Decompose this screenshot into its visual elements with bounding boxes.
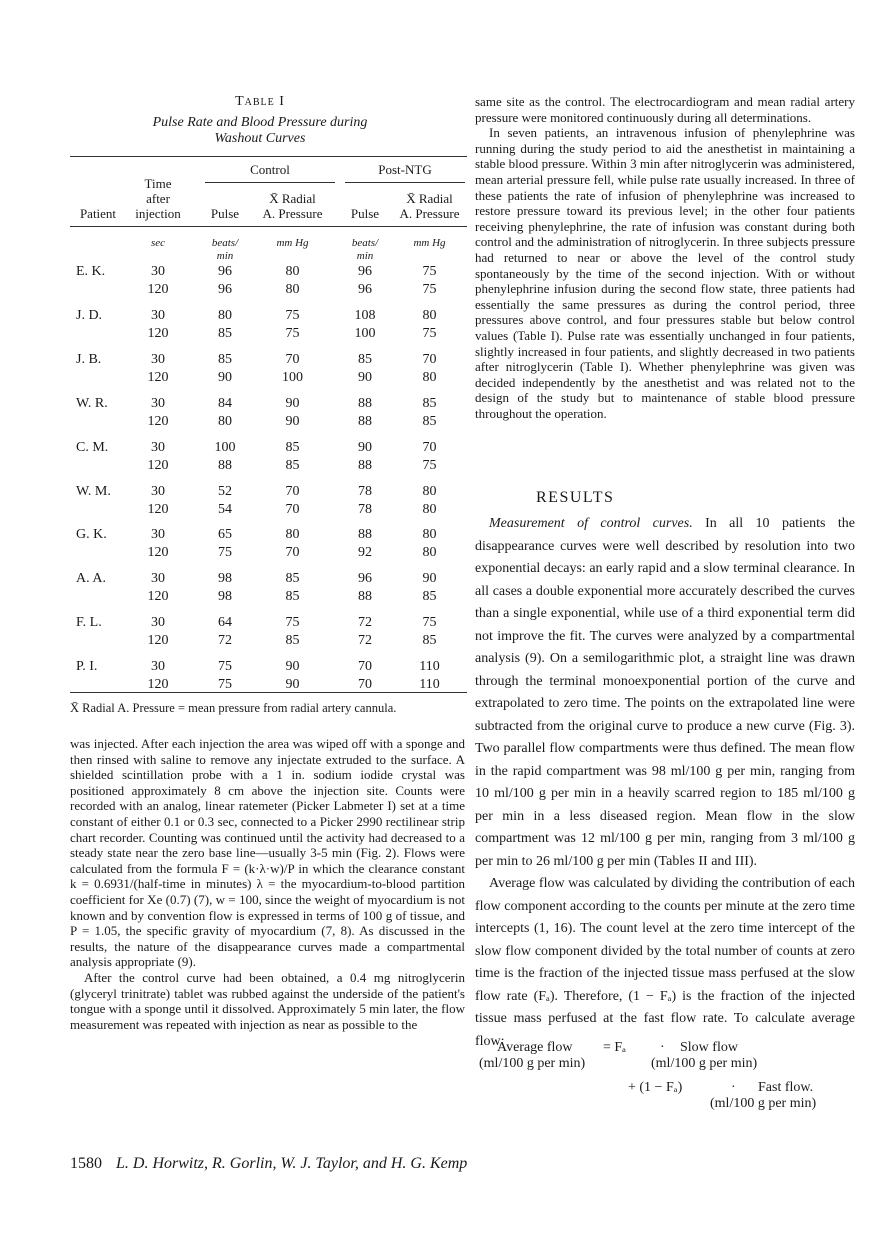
table-cell: 90 — [285, 395, 300, 411]
table-cell: 80 — [422, 527, 437, 543]
table-cell: 54 — [218, 501, 232, 517]
right-column-top — [475, 94, 855, 421]
table-cell: 90 — [285, 677, 300, 693]
table-cell: 96 — [218, 282, 232, 297]
table-cell: 80 — [422, 501, 437, 517]
right-paragraph-1: same site as the control. The electrocardiogram and mean radial artery pressure were monitored continuously during all determinations. — [475, 94, 855, 125]
footer-authors: L. D. Horwitz, R. Gorlin, W. J. Taylor, and H. G. Kemp — [116, 1155, 468, 1172]
right-paragraph-2: In seven patients, an intravenous infusion of phenylephrine was running during the study period to aid the anesthetist in maintaining a stable blood pressure. Within 3 min after nitroglycerin was administered, mean arterial pressure fell, while pulse rate usually increased. In three of these patients the rate of infusion of phenylephrine was increased to restore pressure toward its previous level; in the other four patients receiving phenylephrine, the rate of infusion was constant during both control and the administration of nitroglycerin. In three subjects pressure had returned to near or above the level of the control study spontaneously by the time of the second injection. With or without phenylephrine infusion during the second flow state, three patients had essentially the same pressures as during the control period, three pressures above control, and four pressures stable but below control values (Table I). Pulse rate was essentially unchanged in four patients, slightly increased in four patients, and slightly decreased in two patients after nitroglycerin (Table I). Whether phenylephrine was given was decided independently by the anesthetist and was related not to the design of the study but to maintenance of stable blood pressure throughout the operation. — [475, 125, 855, 421]
table-cell: 75 — [218, 659, 232, 675]
table-cell: 85 — [358, 351, 372, 367]
header-post-radial-1: X̄ Radial — [406, 191, 453, 206]
patient-name: W. M. — [76, 483, 111, 499]
table-cell: 30 — [151, 351, 165, 367]
unit-post-pressure: mm Hg — [413, 237, 446, 249]
header-time-line3: injection — [135, 206, 181, 221]
table-cell: 30 — [151, 483, 165, 499]
table-top-rule — [70, 156, 467, 157]
table-cell: 85 — [218, 351, 232, 367]
table-cell: 30 — [151, 527, 165, 543]
table-cell: 75 — [218, 545, 232, 561]
table-cell: 80 — [285, 282, 300, 297]
table-cell: 75 — [285, 325, 300, 341]
table-cell: 85 — [285, 457, 300, 473]
table-cell: 80 — [422, 369, 437, 385]
table-cell: 75 — [422, 325, 437, 341]
table-cell: 108 — [354, 307, 376, 323]
formula-fast-flow: Fast flow. — [758, 1080, 814, 1095]
table-cell: 70 — [422, 439, 437, 455]
section-heading-results: RESULTS — [536, 489, 615, 506]
control-group-rule — [205, 182, 335, 183]
header-control-radial-1: X̄ Radial — [269, 191, 316, 206]
table-cell: 88 — [358, 395, 372, 411]
results-lead: Measurement of control curves. — [489, 516, 693, 531]
table-cell: 120 — [147, 325, 169, 341]
left-column — [70, 736, 465, 1032]
formula-average-flow-unit: (ml/100 g per min) — [479, 1056, 586, 1071]
table-cell: 92 — [358, 545, 372, 561]
table-cell: 80 — [422, 307, 437, 323]
table-cell: 70 — [285, 483, 300, 499]
table-cell: 120 — [147, 369, 169, 385]
table-cell: 52 — [218, 483, 232, 499]
formula-slow-flow: Slow flow — [680, 1040, 738, 1055]
table-cell: 120 — [147, 589, 169, 605]
table-cell: 30 — [151, 307, 165, 323]
unit-control-pressure: mm Hg — [276, 237, 309, 249]
table-cell: 90 — [358, 439, 372, 455]
header-patient: Patient — [79, 206, 117, 221]
formula-dot-2: · — [731, 1080, 736, 1095]
table-cell: 85 — [422, 413, 437, 429]
post-group-rule — [345, 182, 465, 183]
header-time-line1: Time — [144, 176, 172, 191]
table-cell: 120 — [147, 633, 169, 649]
patient-name: P. I. — [76, 659, 98, 675]
table-cell: 120 — [147, 677, 169, 693]
right-column-results — [475, 513, 855, 1053]
table-cell: 64 — [218, 615, 232, 631]
table-cell: 85 — [422, 395, 437, 411]
table-cell: 85 — [422, 589, 437, 605]
table-cell: 100 — [282, 369, 303, 385]
page-footer — [70, 1155, 467, 1173]
table-bottom-rule — [70, 692, 467, 693]
table-cell: 88 — [218, 457, 232, 473]
patient-name: F. L. — [76, 615, 102, 631]
table-cell: 88 — [358, 413, 372, 429]
header-bottom-rule — [70, 226, 467, 227]
table-cell: 75 — [218, 677, 232, 693]
table-cell: 80 — [285, 527, 300, 543]
table-footnote: X̄ Radial A. Pressure = mean pressure from radial artery cannula. — [70, 701, 397, 715]
unit-post-pulse-2: min — [356, 250, 374, 262]
table-cell: 72 — [358, 633, 372, 649]
header-control-group: Control — [250, 162, 290, 177]
table-cell: 80 — [422, 545, 437, 561]
page-number: 1580 — [70, 1155, 102, 1172]
table-cell: 72 — [358, 615, 372, 631]
table-cell: 85 — [285, 589, 300, 605]
table-cell: 96 — [358, 282, 372, 297]
table-cell: 30 — [151, 571, 165, 587]
table-cell: 80 — [218, 413, 232, 429]
patient-name: J. D. — [76, 307, 103, 323]
table-cell: 96 — [358, 571, 372, 587]
formula-average-flow: Average flow — [497, 1040, 573, 1055]
table-cell: 90 — [358, 369, 372, 385]
table-cell: 75 — [422, 282, 437, 297]
table-cell: 90 — [285, 659, 300, 675]
header-time-line2: after — [146, 191, 170, 206]
table-cell: 80 — [218, 307, 232, 323]
table-cell: 96 — [358, 264, 372, 279]
table-cell: 90 — [218, 369, 232, 385]
table-cell: 70 — [358, 677, 372, 693]
table-cell: 72 — [218, 633, 232, 649]
table-cell: 88 — [358, 527, 372, 543]
table-cell: 98 — [218, 571, 232, 587]
table-cell: 110 — [419, 659, 440, 675]
table-cell: 80 — [422, 483, 437, 499]
table-cell: 30 — [151, 395, 165, 411]
patient-name: E. K. — [76, 264, 106, 279]
table-cell: 70 — [285, 351, 300, 367]
table-cell: 85 — [285, 571, 300, 587]
table-cell: 90 — [285, 413, 300, 429]
table-cell: 110 — [419, 677, 440, 693]
patient-name: W. R. — [76, 395, 108, 411]
table-cell: 84 — [218, 395, 232, 411]
table-cell: 85 — [285, 439, 300, 455]
table-cell: 100 — [214, 439, 236, 455]
table-cell: 70 — [285, 501, 300, 517]
formula-equals-fs: = Fₐ — [603, 1040, 627, 1055]
table-cell: 75 — [285, 307, 300, 323]
table-cell: 30 — [151, 264, 165, 279]
left-paragraph-2: After the control curve had been obtained, a 0.4 mg nitroglycerin (glyceryl trinitrate) tablet was rubbed against the underside of the patient's tongue with a sponge until it dissolved. Approximately 5 min later, the flow measurement was repeated with injection as near as possible to the — [70, 969, 465, 1032]
table-cell: 70 — [285, 545, 300, 561]
table-cell: 78 — [358, 501, 372, 517]
table-cell: 85 — [422, 633, 437, 649]
unit-control-pulse-2: min — [216, 250, 234, 262]
table-cell: 88 — [358, 589, 372, 605]
header-post-pulse: Pulse — [350, 206, 380, 221]
patient-name: A. A. — [76, 571, 106, 587]
unit-control-pulse-1: beats/ — [211, 237, 239, 249]
results-paragraph-1 — [475, 513, 855, 873]
table-cell: 30 — [151, 439, 165, 455]
patient-name: C. M. — [76, 439, 109, 455]
formula-fast-flow-unit: (ml/100 g per min) — [710, 1096, 817, 1111]
table-title: Table I — [235, 94, 285, 109]
table-cell: 100 — [354, 325, 376, 341]
table-cell: 75 — [285, 615, 300, 631]
table-cell: 98 — [218, 589, 232, 605]
table-subtitle-line1: Pulse Rate and Blood Pressure during — [152, 115, 368, 130]
table-cell: 85 — [218, 325, 232, 341]
header-control-radial-2: A. Pressure — [262, 206, 323, 221]
table-cell: 78 — [358, 483, 372, 499]
results-paragraph-1-text: In all 10 patients the disappearance curves were well described by resolution into two exponential decays: an early rapid and a slow terminal clearance. In all cases a double exponential more accurately described the curves than a single exponential, while use of a third exponential term did not improve the fit. The curves were analyzed by a compartmental analysis (9). On a semilogarithmic plot, a straight line was drawn through the terminal monoexponential portion of the curve and extrapolated to zero time. The points on the extrapolated line were subtracted from the original curve to produce a new curve (Fig. 3). Two parallel flow compartments were thus defined. The mean flow in the rapid compartment was 98 ml/100 g per min, ranging from 10 ml/100 g per min in a heavily scarred region to 185 ml/100 g per min in a less diseased region. Mean flow in the slow compartment was 12 ml/100 g per min, ranging from 3 ml/100 g per min to 26 ml/100 g per min (Tables II and III). — [475, 516, 855, 869]
table-cell: 75 — [422, 615, 437, 631]
table-cell: 120 — [147, 457, 169, 473]
table-cell: 96 — [218, 264, 232, 279]
table-cell: 70 — [422, 351, 437, 367]
table-cell: 75 — [422, 264, 437, 279]
table-cell: 120 — [147, 545, 169, 561]
header-post-group: Post-NTG — [378, 162, 432, 177]
table-cell: 120 — [147, 501, 169, 517]
left-paragraph-1: was injected. After each injection the area was wiped off with a sponge and then rinsed with saline to remove any injectate extruded to the surface. A shielded scintillation probe with a 1 in. sodium iodide crystal was positioned approximately 8 cm above the injection site. Counts were recorded with an analog, linear ratemeter (Picker Labmeter I) set at a time constant of either 0.1 or 0.3 sec, connected to a Picker 2990 rectilinear strip chart recorder. Counting was continued until the activity had decreased to a steady state near the zero base line—usually 3-5 min (Fig. 2). Flows were calculated from the formula F = (k·λ·w)/P in which the clearance constant k = 0.6931/(half-time in minutes) λ = the myocardium-to-blood partition coefficient for Xe (0.7) (7), w = 100, since the weight of myocardium is not known and by convention flow is expressed in terms of 100 g of tissue, and P = 1.05, the specific gravity of myocardium (7, 8). As discussed in the results, the nature of the disappearance curves made a compartmental analysis appropriate (9). — [70, 736, 465, 970]
table-cell: 120 — [147, 282, 169, 297]
table-subtitle-line2: Washout Curves — [214, 131, 306, 146]
table-cell: 88 — [358, 457, 372, 473]
table-cell: 70 — [358, 659, 372, 675]
table-cell: 90 — [422, 571, 437, 587]
table-cell: 30 — [151, 659, 165, 675]
table-cell: 80 — [285, 264, 300, 279]
table-cell: 75 — [422, 457, 437, 473]
table-cell: 30 — [151, 615, 165, 631]
header-post-radial-2: A. Pressure — [399, 206, 460, 221]
formula-dot-1: · — [660, 1040, 665, 1055]
table-cell: 65 — [218, 527, 232, 543]
patient-name: J. B. — [76, 351, 102, 367]
formula-slow-flow-unit: (ml/100 g per min) — [651, 1056, 758, 1071]
unit-time: sec — [150, 237, 166, 249]
table-cell: 120 — [147, 413, 169, 429]
formula-plus-term: + (1 − Fₐ) — [628, 1080, 683, 1095]
table-cell: 85 — [285, 633, 300, 649]
unit-post-pulse-1: beats/ — [351, 237, 379, 249]
header-control-pulse: Pulse — [210, 206, 240, 221]
results-paragraph-2: Average flow was calculated by dividing the contribution of each flow component according to the counts per minute at the zero time intercepts (1, 16). The count level at the zero time intercept of the slow flow component divided by the total number of counts at zero time is the fraction of the injected tissue mass perfused at the slow flow rate (Fₐ). Therefore, (1 − Fₐ) is the fraction of the injected tissue mass perfused at the fast flow rate. To calculate average flow: — [475, 876, 855, 1049]
patient-name: G. K. — [76, 527, 107, 543]
